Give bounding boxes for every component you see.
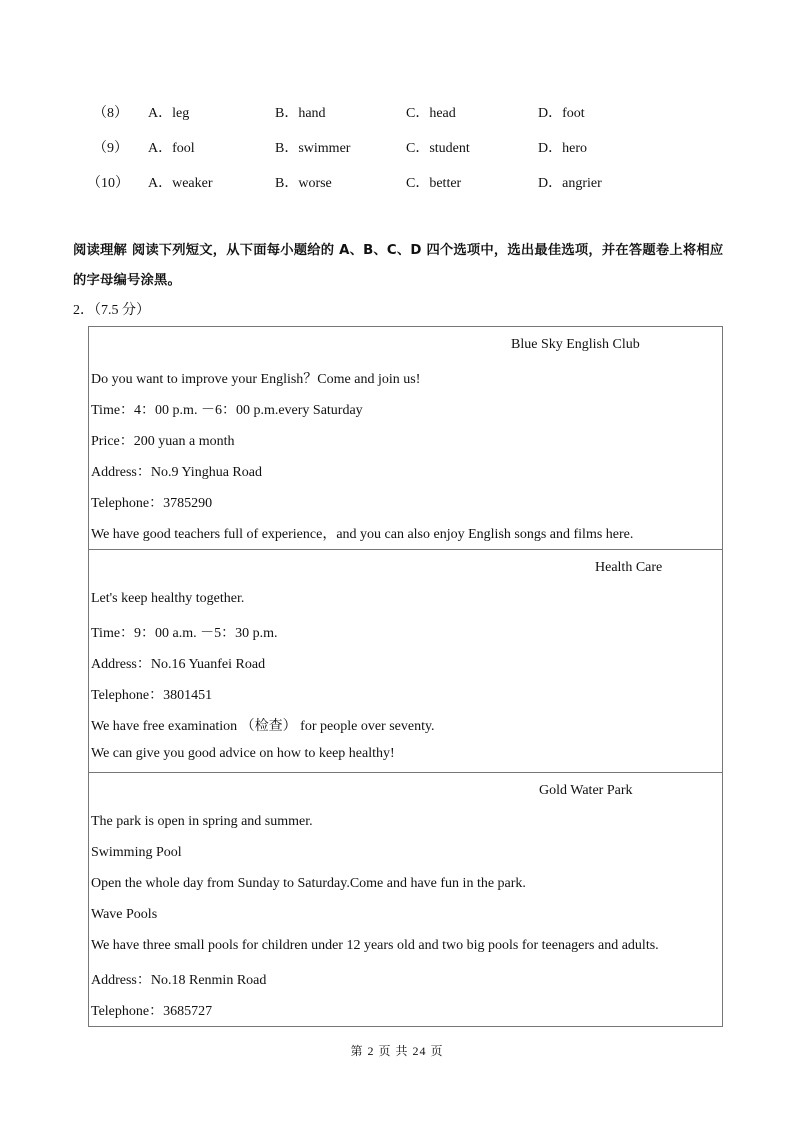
option-d: D．foot: [538, 106, 585, 121]
ad-line: Wave Pools: [91, 907, 158, 922]
ad-line: Time：9：00 a.m. －5：30 p.m.: [91, 626, 278, 641]
ad-line: Telephone：3801451: [91, 688, 213, 703]
option-c: C．head: [406, 106, 456, 121]
option-b: B．swimmer: [275, 141, 351, 156]
option-c: C．student: [406, 141, 470, 156]
ad-gold-water-park: [88, 772, 723, 1027]
option-a: A．leg: [148, 106, 190, 121]
ad-line: The park is open in spring and summer.: [91, 814, 313, 829]
ad-line: Price：200 yuan a month: [91, 434, 235, 449]
question-number: （8）: [93, 106, 128, 121]
ad-health-care: [88, 549, 723, 773]
ad-line: We have free examination （检查） for people over seventy.: [91, 719, 435, 734]
option-d: D．angrier: [538, 176, 602, 191]
ad-title: Health Care: [595, 560, 663, 575]
ad-line: Swimming Pool: [91, 845, 182, 860]
ad-line: Address：No.16 Yuanfei Road: [91, 657, 266, 672]
section-instruction: 阅读理解 阅读下列短文，从下面每小题给的 A、B、C、D 四个选项中，选出最佳选项，并在答题卷上将相应的字母编号涂黑。: [73, 243, 724, 288]
ad-line: We have three small pools for children under 12 years old and two big pools for teenagers and adults.: [91, 938, 659, 953]
question-heading: 2．（7.5 分）: [73, 303, 150, 318]
ad-line: We can give you good advice on how to keep healthy!: [91, 746, 395, 761]
ad-line: Let's keep healthy together.: [91, 591, 245, 606]
question-number: （10）: [87, 176, 129, 191]
ad-line: Open the whole day from Sunday to Saturday.Come and have fun in the park.: [91, 876, 526, 891]
ad-line: Telephone：3685727: [91, 1004, 213, 1019]
option-b: B．worse: [275, 176, 332, 191]
option-c: C．better: [406, 176, 462, 191]
option-d: D．hero: [538, 141, 587, 156]
ad-line: We have good teachers full of experience，and you can also enjoy English songs and films here.: [91, 527, 634, 542]
page-number: 第 2 页 共 24 页: [350, 1044, 444, 1058]
option-b: B．hand: [275, 106, 326, 121]
ad-line: Address：No.18 Renmin Road: [91, 973, 267, 988]
ad-line: Address：No.9 Yinghua Road: [91, 465, 262, 480]
ad-line: Time：4：00 p.m. －6：00 p.m.every Saturday: [91, 403, 363, 418]
ad-line: Do you want to improve your English？Come and join us!: [91, 372, 421, 387]
ad-line: Telephone：3785290: [91, 496, 213, 511]
option-a: A．fool: [148, 141, 195, 156]
ad-title: Gold Water Park: [539, 783, 633, 798]
option-a: A．weaker: [148, 176, 213, 191]
ad-title: Blue Sky English Club: [511, 337, 640, 352]
ad-blue-sky-english-club: [88, 326, 723, 550]
question-number: （9）: [93, 141, 128, 156]
